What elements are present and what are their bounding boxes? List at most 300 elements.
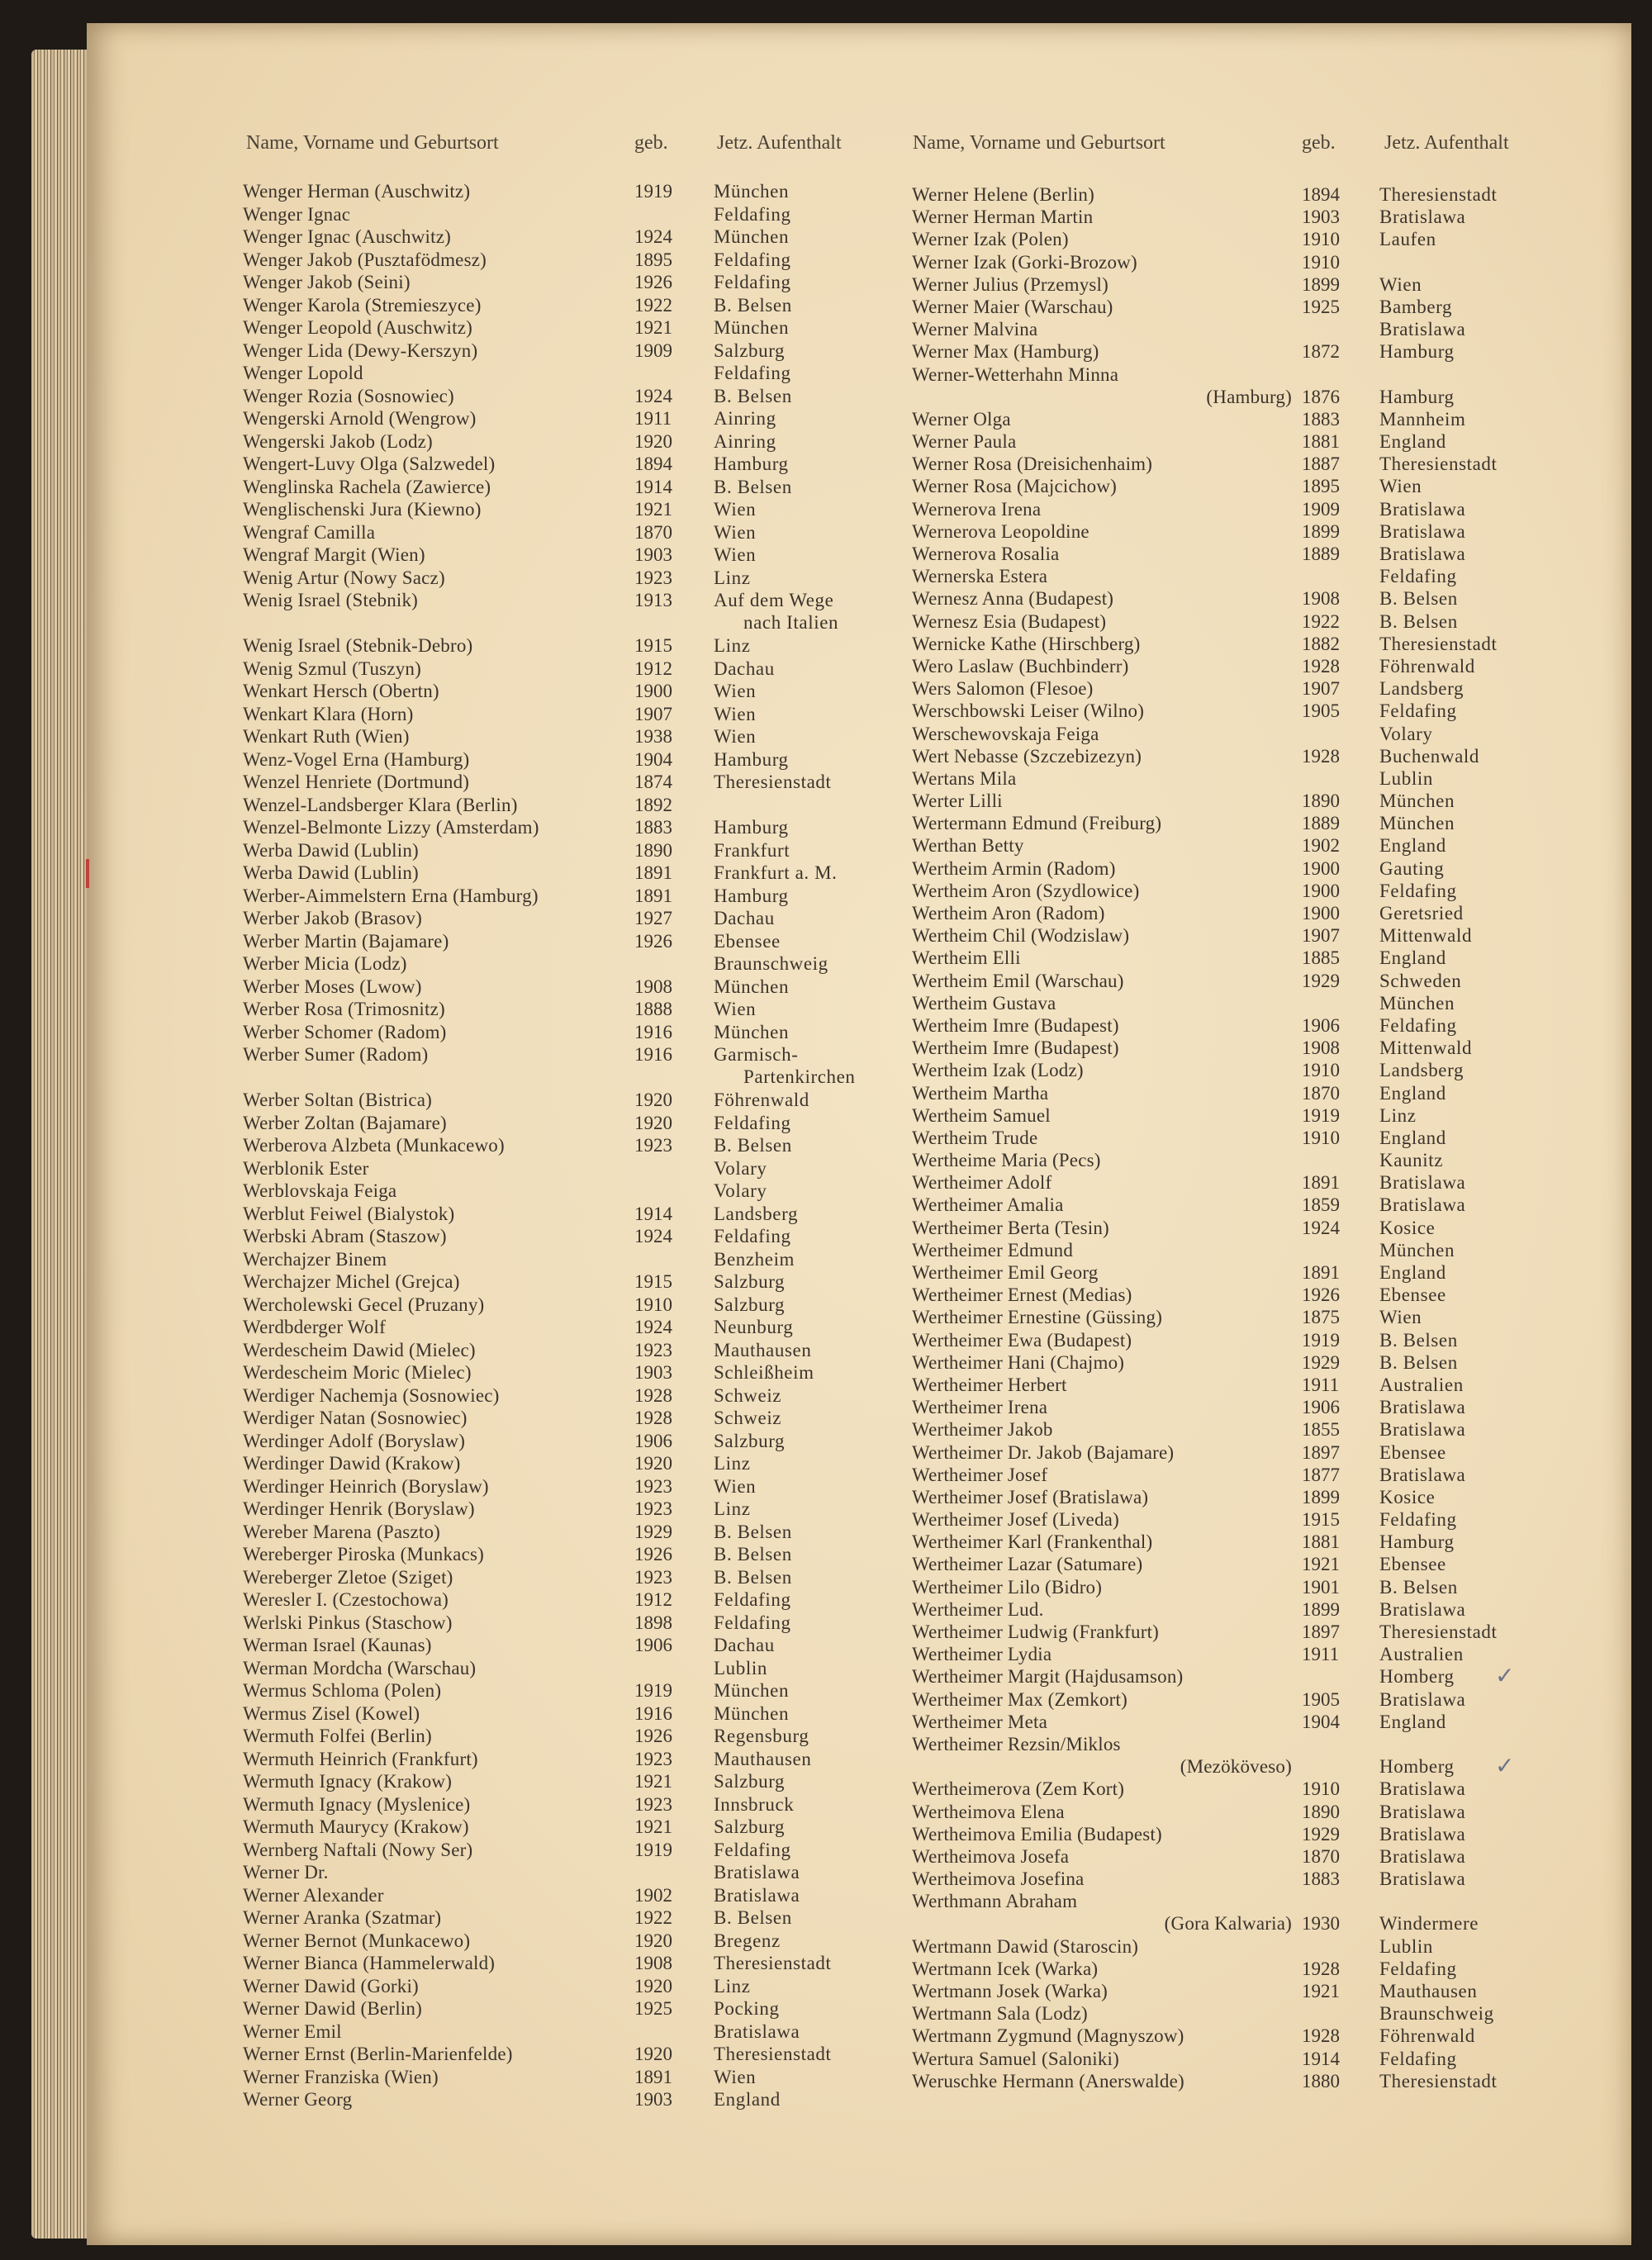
entry-residence: Ebensee <box>714 930 781 952</box>
list-entry <box>912 1127 1589 1149</box>
check-mark-icon: ✓ <box>1495 1751 1515 1779</box>
list-entry <box>243 1407 887 1430</box>
entry-residence: Auf dem Wege <box>714 590 834 610</box>
entry-name: Wernerova Rosalia <box>912 544 1060 565</box>
entry-residence: Kaunitz <box>1379 1150 1444 1171</box>
list-entry <box>243 1588 887 1612</box>
list-entry <box>912 633 1589 655</box>
entry-name: Werber Rosa (Trimosnitz) <box>243 999 445 1019</box>
entry-residence: Hamburg <box>714 817 789 838</box>
list-entry <box>912 947 1589 969</box>
entry-residence: Wien <box>714 499 757 520</box>
entry-birth-year: 1870 <box>1302 1082 1340 1104</box>
entry-name: Werdinger Dawid (Krakow) <box>243 1453 461 1474</box>
entry-name: Werner Malvina <box>912 319 1038 340</box>
entry-name: Wertheimer Ludwig (Frankfurt) <box>912 1621 1160 1643</box>
entry-birth-year: 1924 <box>634 1226 672 1246</box>
list-entry <box>243 1339 887 1362</box>
entry-name: Weresler I. (Czestochowa) <box>243 1589 449 1610</box>
header-born-right: geb. <box>1302 132 1336 154</box>
entry-residence: Lublin <box>714 1657 767 1678</box>
entry-birth-year: 1908 <box>1302 588 1340 610</box>
entry-birth-year: 1926 <box>634 272 672 292</box>
list-entry <box>243 362 887 385</box>
entry-residence: Feldafing <box>714 1839 791 1860</box>
entry-name: Wernerova Leopoldine <box>912 520 1089 542</box>
entry-name: Wertheim Armin (Radom) <box>912 857 1116 879</box>
entry-birth-year: 1928 <box>634 1408 672 1428</box>
entry-birth-year: 1904 <box>634 748 672 770</box>
entry-residence: Bratislawa <box>714 1884 800 1906</box>
entry-birth-year: 1914 <box>634 476 672 497</box>
entry-residence: Linz <box>714 567 751 588</box>
entry-residence: B. Belsen <box>714 294 792 316</box>
entry-birth-year: 1920 <box>634 1090 672 1110</box>
list-entry <box>243 453 887 476</box>
entry-residence: Feldafing <box>714 1612 791 1633</box>
entry-birth-year: 1881 <box>1302 431 1340 453</box>
entry-birth-year: 1906 <box>634 1430 672 1451</box>
entry-name: Wertans Mila <box>912 767 1017 789</box>
list-entry <box>243 1725 887 1748</box>
list-entry <box>243 2020 887 2044</box>
entry-name: Wenger Jakob (Seini) <box>243 272 411 292</box>
entry-residence: Benzheim <box>714 1248 795 1270</box>
entry-birth-year: 1897 <box>1302 1441 1340 1463</box>
entry-residence: Schleißheim <box>714 1362 814 1383</box>
entry-name: Werdinger Henrik (Boryslaw) <box>243 1498 475 1519</box>
entry-birth-year: 1930 <box>1302 1913 1340 1935</box>
entry-name: Wernesz Esia (Budapest) <box>912 610 1107 632</box>
list-entry <box>243 1384 887 1408</box>
entry-name: Wengert-Luvy Olga (Salzwedel) <box>243 453 496 474</box>
entry-residence: Salzburg <box>714 1294 786 1315</box>
entry-birth-year: 1921 <box>634 1771 672 1792</box>
entry-name: Werner Georg <box>243 2089 353 2110</box>
entry-name: Wermuth Ignacy (Krakow) <box>243 1771 453 1792</box>
entry-residence: Bratislawa <box>1379 319 1466 340</box>
entry-birth-year: 1910 <box>1302 1778 1340 1800</box>
entry-residence: B. Belsen <box>714 1521 792 1542</box>
list-entry <box>243 1089 887 1112</box>
entry-birth-year: 1910 <box>1302 229 1340 250</box>
entry-residence: München <box>1379 1239 1455 1261</box>
entry-residence: Dachau <box>714 1635 775 1655</box>
entry-name: Wernberg Naftali (Nowy Ser) <box>243 1839 473 1860</box>
entry-residence: Hamburg <box>1379 386 1455 407</box>
entry-residence: Feldafing <box>1379 1958 1457 1979</box>
entry-name: Werner Dr. <box>243 1862 329 1883</box>
entry-birth-year: 1929 <box>1302 970 1340 991</box>
list-entry <box>243 1157 887 1180</box>
list-entry <box>912 1284 1589 1306</box>
list-entry <box>243 885 887 908</box>
list-entry <box>912 587 1589 610</box>
list-entry <box>912 1217 1589 1239</box>
list-entry <box>243 1612 887 1635</box>
entry-birth-year: 1924 <box>634 385 672 406</box>
entry-residence: Wien <box>714 999 757 1019</box>
entry-residence: Windermere <box>1379 1913 1479 1935</box>
entry-name: Wertheimer Jakob <box>912 1419 1053 1441</box>
entry-birth-year: 1870 <box>634 521 672 543</box>
entry-name: Wertheim Samuel <box>912 1104 1051 1126</box>
entry-residence: Buchenwald <box>1379 745 1479 767</box>
entry-residence: Föhrenwald <box>1379 655 1475 677</box>
list-entry <box>912 2048 1589 2070</box>
entry-residence: Mittenwald <box>1379 925 1473 947</box>
entry-name: Werchajzer Binem <box>243 1248 387 1270</box>
entry-residence: Bratislawa <box>1379 1778 1466 1800</box>
entry-birth-year: 1900 <box>1302 903 1340 924</box>
entry-residence: Feldafing <box>1379 1509 1457 1531</box>
entry-birth-year: 1915 <box>634 1271 672 1292</box>
entry-name: Wertheimer Ernest (Medias) <box>912 1284 1132 1306</box>
list-entry <box>912 790 1589 812</box>
entry-residence: Bratislawa <box>1379 1464 1466 1485</box>
list-entry <box>912 1598 1589 1621</box>
entry-residence: Feldafing <box>1379 880 1457 901</box>
entry-birth-year: 1900 <box>1302 857 1340 879</box>
list-entry <box>243 907 887 930</box>
list-entry <box>912 1037 1589 1059</box>
list-entry <box>912 1733 1589 1778</box>
list-entry <box>912 812 1589 834</box>
entry-name: Werner Paula <box>912 431 1017 453</box>
list-entry <box>243 839 887 862</box>
list-entry <box>243 1861 887 1884</box>
entry-residence: Bratislawa <box>1379 1397 1466 1418</box>
list-entry <box>243 430 887 453</box>
entry-residence: Theresienstadt <box>714 2044 832 2064</box>
entry-birth-year: 1872 <box>1302 341 1340 363</box>
list-entry <box>912 1890 1589 1935</box>
entry-birth-year: 1899 <box>1302 1598 1340 1620</box>
entry-residence: Theresienstadt <box>1379 633 1498 654</box>
list-entry <box>243 521 887 544</box>
list-entry <box>912 206 1589 228</box>
entry-name: Werner Emil <box>243 2020 342 2042</box>
entry-name: Werner-Wetterhahn Minna <box>912 363 1119 385</box>
list-entry <box>243 998 887 1021</box>
entry-residence: Schweiz <box>714 1408 782 1428</box>
entry-name: Werba Dawid (Lublin) <box>243 862 419 883</box>
list-entry <box>912 1082 1589 1104</box>
list-entry <box>912 543 1589 565</box>
list-entry <box>243 1997 887 2020</box>
entry-name: Wertheimer Margit (Hajdusamson) <box>912 1666 1184 1688</box>
entry-residence: Bratislawa <box>714 2020 800 2042</box>
entry-name: Wertheimer Amalia <box>912 1194 1064 1216</box>
entry-name: Werner Julius (Przemysl) <box>912 273 1109 295</box>
entry-birth-year: 1921 <box>634 1816 672 1837</box>
entry-residence: Bratislawa <box>1379 1845 1466 1867</box>
entry-residence: England <box>1379 1082 1446 1104</box>
entry-birth-year: 1905 <box>1302 1688 1340 1710</box>
list-entry <box>912 228 1589 250</box>
list-entry <box>912 1688 1589 1711</box>
list-entry <box>912 453 1589 475</box>
entry-birth-year: 1921 <box>634 499 672 520</box>
entry-residence: Frankfurt a. M. <box>714 862 838 883</box>
list-entry <box>243 294 887 317</box>
entry-residence: Theresienstadt <box>1379 453 1498 475</box>
list-entry <box>912 1149 1589 1171</box>
entry-residence: Regensburg <box>714 1726 809 1746</box>
entry-residence: Bratislawa <box>1379 520 1466 542</box>
entry-birth-year: 1891 <box>1302 1172 1340 1194</box>
entry-residence: Bratislawa <box>1379 207 1466 228</box>
entry-residence: B. Belsen <box>1379 588 1458 610</box>
entry-name: Wertermann Edmund (Freiburg) <box>912 813 1162 834</box>
list-entry <box>243 1748 887 1771</box>
list-entry <box>243 930 887 953</box>
entry-residence: München <box>714 976 790 997</box>
entry-birth-year: 1903 <box>634 1362 672 1383</box>
entry-name: Werchajzer Michel (Grejca) <box>243 1271 460 1292</box>
entry-birth-year: 1895 <box>1302 476 1340 497</box>
list-entry <box>243 1294 887 1317</box>
entry-birth-year: 1915 <box>634 635 672 656</box>
list-entry <box>243 1952 887 1975</box>
list-entry <box>912 1643 1589 1665</box>
list-entry <box>912 970 1589 992</box>
entry-name: Wenig Israel (Stebnik) <box>243 590 419 610</box>
entry-birth-year: 1891 <box>634 862 672 883</box>
entry-residence: Bregenz <box>714 1930 781 1951</box>
entry-birth-year: 1874 <box>634 772 672 792</box>
list-entry <box>243 226 887 249</box>
entry-name: Wenger Lida (Dewy-Kerszyn) <box>243 339 478 361</box>
entry-name: Wertheimer Edmund <box>912 1239 1074 1261</box>
entry-residence: Kosice <box>1379 1217 1436 1238</box>
entry-name: Wertheimer Berta (Tesin) <box>912 1217 1109 1238</box>
entry-name: Wenglinska Rachela (Zawierce) <box>243 476 491 497</box>
entry-residence: Volary <box>714 1157 767 1179</box>
entry-name: Wertheimer Lazar (Satumare) <box>912 1554 1143 1575</box>
list-entry <box>243 1634 887 1657</box>
entry-name: Werschbowski Leiser (Wilno) <box>912 700 1145 722</box>
entry-residence: Australien <box>1379 1374 1464 1395</box>
entry-birth-year: 1915 <box>1302 1509 1340 1531</box>
entry-residence: Salzburg <box>714 1271 786 1292</box>
entry-name: Wertheimer Emil Georg <box>912 1262 1099 1284</box>
entry-birth-year: 1925 <box>634 1998 672 2019</box>
list-entry <box>912 1239 1589 1261</box>
entry-birth-year: 1926 <box>634 1726 672 1746</box>
list-entry <box>243 1679 887 1702</box>
entry-birth-year: 1855 <box>1302 1419 1340 1441</box>
list-entry <box>243 1361 887 1384</box>
entry-birth-year: 1920 <box>634 430 672 452</box>
entry-residence: Salzburg <box>714 1816 786 1837</box>
entry-residence: Lublin <box>1379 767 1433 789</box>
entry-residence: Wien <box>714 544 757 565</box>
entry-name: Wermuth Heinrich (Frankfurt) <box>243 1748 478 1769</box>
entry-name: Werner Rosa (Majcichow) <box>912 476 1117 497</box>
list-entry <box>243 1021 887 1044</box>
entry-name: Wenzel-Belmonte Lizzy (Amsterdam) <box>243 817 539 838</box>
list-entry <box>912 1823 1589 1845</box>
entry-name-continued: (Hamburg) <box>1206 386 1292 407</box>
entry-birth-year: 1909 <box>1302 498 1340 520</box>
entry-birth-year: 1923 <box>634 1748 672 1769</box>
entry-residence-continued: Partenkirchen <box>743 1066 856 1087</box>
list-entry <box>912 1014 1589 1037</box>
entry-residence: Volary <box>1379 723 1433 744</box>
entry-residence: Hamburg <box>714 748 789 770</box>
entry-residence: Ebensee <box>1379 1284 1446 1306</box>
entry-name: Werdiger Natan (Sosnowiec) <box>243 1408 468 1428</box>
entry-name: Wermuth Maurycy (Krakow) <box>243 1816 469 1837</box>
entry-residence: Hamburg <box>1379 1531 1455 1553</box>
entry-birth-year: 1926 <box>634 1544 672 1564</box>
entry-name: Wertheim Martha <box>912 1082 1049 1104</box>
entry-birth-year: 1920 <box>634 1453 672 1474</box>
header-residence-left: Jetz. Aufenthalt <box>717 132 842 154</box>
entry-residence: Innsbruck <box>714 1793 795 1815</box>
entry-birth-year: 1920 <box>634 1112 672 1133</box>
entry-name: Wenger Leopold (Auschwitz) <box>243 317 472 338</box>
entry-residence: B. Belsen <box>714 385 792 406</box>
list-entry <box>243 1112 887 1135</box>
entry-residence: München <box>714 1680 790 1701</box>
entry-residence: England <box>1379 1262 1446 1284</box>
entry-name: Wertheim Emil (Warschau) <box>912 970 1124 991</box>
entry-name: Wenger Rozia (Sosnowiec) <box>243 385 454 406</box>
entry-residence: Schweden <box>1379 970 1462 991</box>
entry-residence: England <box>1379 1127 1446 1148</box>
entry-name: Wertheimer Adolf <box>912 1172 1052 1194</box>
entry-residence: Mauthausen <box>714 1339 812 1360</box>
entry-residence: Wien <box>1379 476 1422 497</box>
list-entry <box>243 794 887 817</box>
list-entry <box>243 1975 887 1998</box>
list-entry <box>243 1248 887 1271</box>
list-entry <box>912 2025 1589 2047</box>
entry-name: Wertheimer Max (Zemkort) <box>912 1688 1127 1710</box>
entry-residence: Feldafing <box>714 249 791 270</box>
entry-name: Werschewovskaja Feiga <box>912 723 1099 744</box>
entry-birth-year: 1903 <box>634 2089 672 2110</box>
entry-residence: B. Belsen <box>1379 1351 1458 1373</box>
entry-birth-year: 1926 <box>634 930 672 952</box>
entry-residence: Bratislawa <box>1379 1194 1466 1216</box>
list-entry <box>243 567 887 590</box>
entry-residence: München <box>1379 791 1455 812</box>
entry-birth-year: 1882 <box>1302 633 1340 654</box>
entry-residence: England <box>1379 431 1446 453</box>
entry-name: Wertheim Imre (Budapest) <box>912 1037 1119 1059</box>
entry-residence: Theresienstadt <box>1379 1621 1498 1643</box>
entry-residence: Gauting <box>1379 857 1445 879</box>
entry-birth-year: 1914 <box>1302 2048 1340 2069</box>
entry-residence: Neunburg <box>714 1317 794 1337</box>
entry-birth-year: 1919 <box>1302 1104 1340 1126</box>
entry-name: Wengraf Margit (Wien) <box>243 544 425 565</box>
entry-birth-year: 1924 <box>1302 1217 1340 1238</box>
entry-residence: Linz <box>714 1498 751 1519</box>
list-entry <box>243 1452 887 1475</box>
list-entry <box>912 340 1589 363</box>
entry-name: Wertmann Josek (Warka) <box>912 1981 1108 2002</box>
entry-name: Wertheimer Meta <box>912 1711 1047 1732</box>
entry-birth-year: 1921 <box>634 317 672 338</box>
entry-residence: Feldafing <box>714 363 791 383</box>
entry-birth-year: 1875 <box>1302 1307 1340 1328</box>
entry-birth-year: 1908 <box>634 976 672 997</box>
entry-name: Wenzel Henriete (Dortmund) <box>243 772 470 792</box>
entry-name: Werner Max (Hamburg) <box>912 341 1099 363</box>
entry-birth-year: 1894 <box>634 453 672 474</box>
entry-residence: München <box>714 226 790 247</box>
entry-residence: Landsberg <box>1379 678 1464 700</box>
entry-birth-year: 1928 <box>1302 1958 1340 1979</box>
entry-birth-year: 1905 <box>1302 700 1340 722</box>
entry-residence: Linz <box>714 1453 751 1474</box>
header-name-right: Name, Vorname und Geburtsort <box>913 132 1165 154</box>
entry-name: Werner Bernot (Munkacewo) <box>243 1930 471 1951</box>
list-entry <box>243 1793 887 1816</box>
entry-name: Wertheime Maria (Pecs) <box>912 1150 1101 1171</box>
entry-residence: Bratislawa <box>1379 1598 1466 1620</box>
entry-name: Wenger Karola (Stremieszyce) <box>243 294 482 316</box>
entry-name: Wertheimer Josef (Bratislawa) <box>912 1486 1149 1507</box>
list-entry <box>243 634 887 658</box>
entry-birth-year: 1910 <box>1302 1127 1340 1148</box>
entry-birth-year: 1919 <box>1302 1329 1340 1351</box>
entry-name: Wertmann Sala (Lodz) <box>912 2003 1088 2025</box>
list-entry <box>912 2002 1589 2025</box>
entry-birth-year: 1924 <box>634 226 672 247</box>
list-entry <box>243 1270 887 1294</box>
list-entry <box>243 1521 887 1544</box>
list-entry <box>912 1486 1589 1508</box>
entry-name: Wertheimer Lilo (Bidro) <box>912 1576 1103 1598</box>
entry-birth-year: 1911 <box>634 408 672 429</box>
entry-residence: Feldafing <box>1379 700 1457 722</box>
entry-birth-year: 1890 <box>1302 791 1340 812</box>
list-entry <box>243 1930 887 1953</box>
entry-name: Wenger Ignac (Auschwitz) <box>243 226 452 247</box>
entry-birth-year: 1923 <box>634 1566 672 1588</box>
list-entry <box>912 1374 1589 1396</box>
entry-name: Werner Maier (Warschau) <box>912 296 1113 317</box>
entry-birth-year: 1928 <box>1302 745 1340 767</box>
entry-name: Wertheimer Karl (Frankenthal) <box>912 1531 1153 1553</box>
entry-birth-year: 1904 <box>1302 1711 1340 1732</box>
entry-birth-year: 1910 <box>1302 251 1340 273</box>
entry-birth-year: 1892 <box>634 794 672 815</box>
entry-residence: Kosice <box>1379 1486 1436 1507</box>
entry-name: Werdiger Nachemja (Sosnowiec) <box>243 1384 500 1406</box>
right-column-list <box>912 183 1589 2092</box>
entry-birth-year: 1923 <box>634 1498 672 1519</box>
entry-residence-continued: nach Italien <box>743 612 839 633</box>
entry-birth-year: 1923 <box>634 1475 672 1497</box>
entry-name: Wertheimova Emilia (Budapest) <box>912 1823 1162 1845</box>
entry-birth-year: 1927 <box>634 908 672 928</box>
list-entry <box>243 1475 887 1498</box>
entry-birth-year: 1923 <box>634 1135 672 1156</box>
entry-name: Werthan Betty <box>912 835 1024 857</box>
list-entry <box>912 924 1589 947</box>
entry-name: Werblut Feiwel (Bialystok) <box>243 1203 455 1224</box>
entry-name: Werner Bianca (Hammelerwald) <box>243 1953 496 1973</box>
entry-name: Werbski Abram (Staszow) <box>243 1226 447 1246</box>
list-entry <box>912 880 1589 902</box>
entry-residence: Schweiz <box>714 1384 782 1406</box>
